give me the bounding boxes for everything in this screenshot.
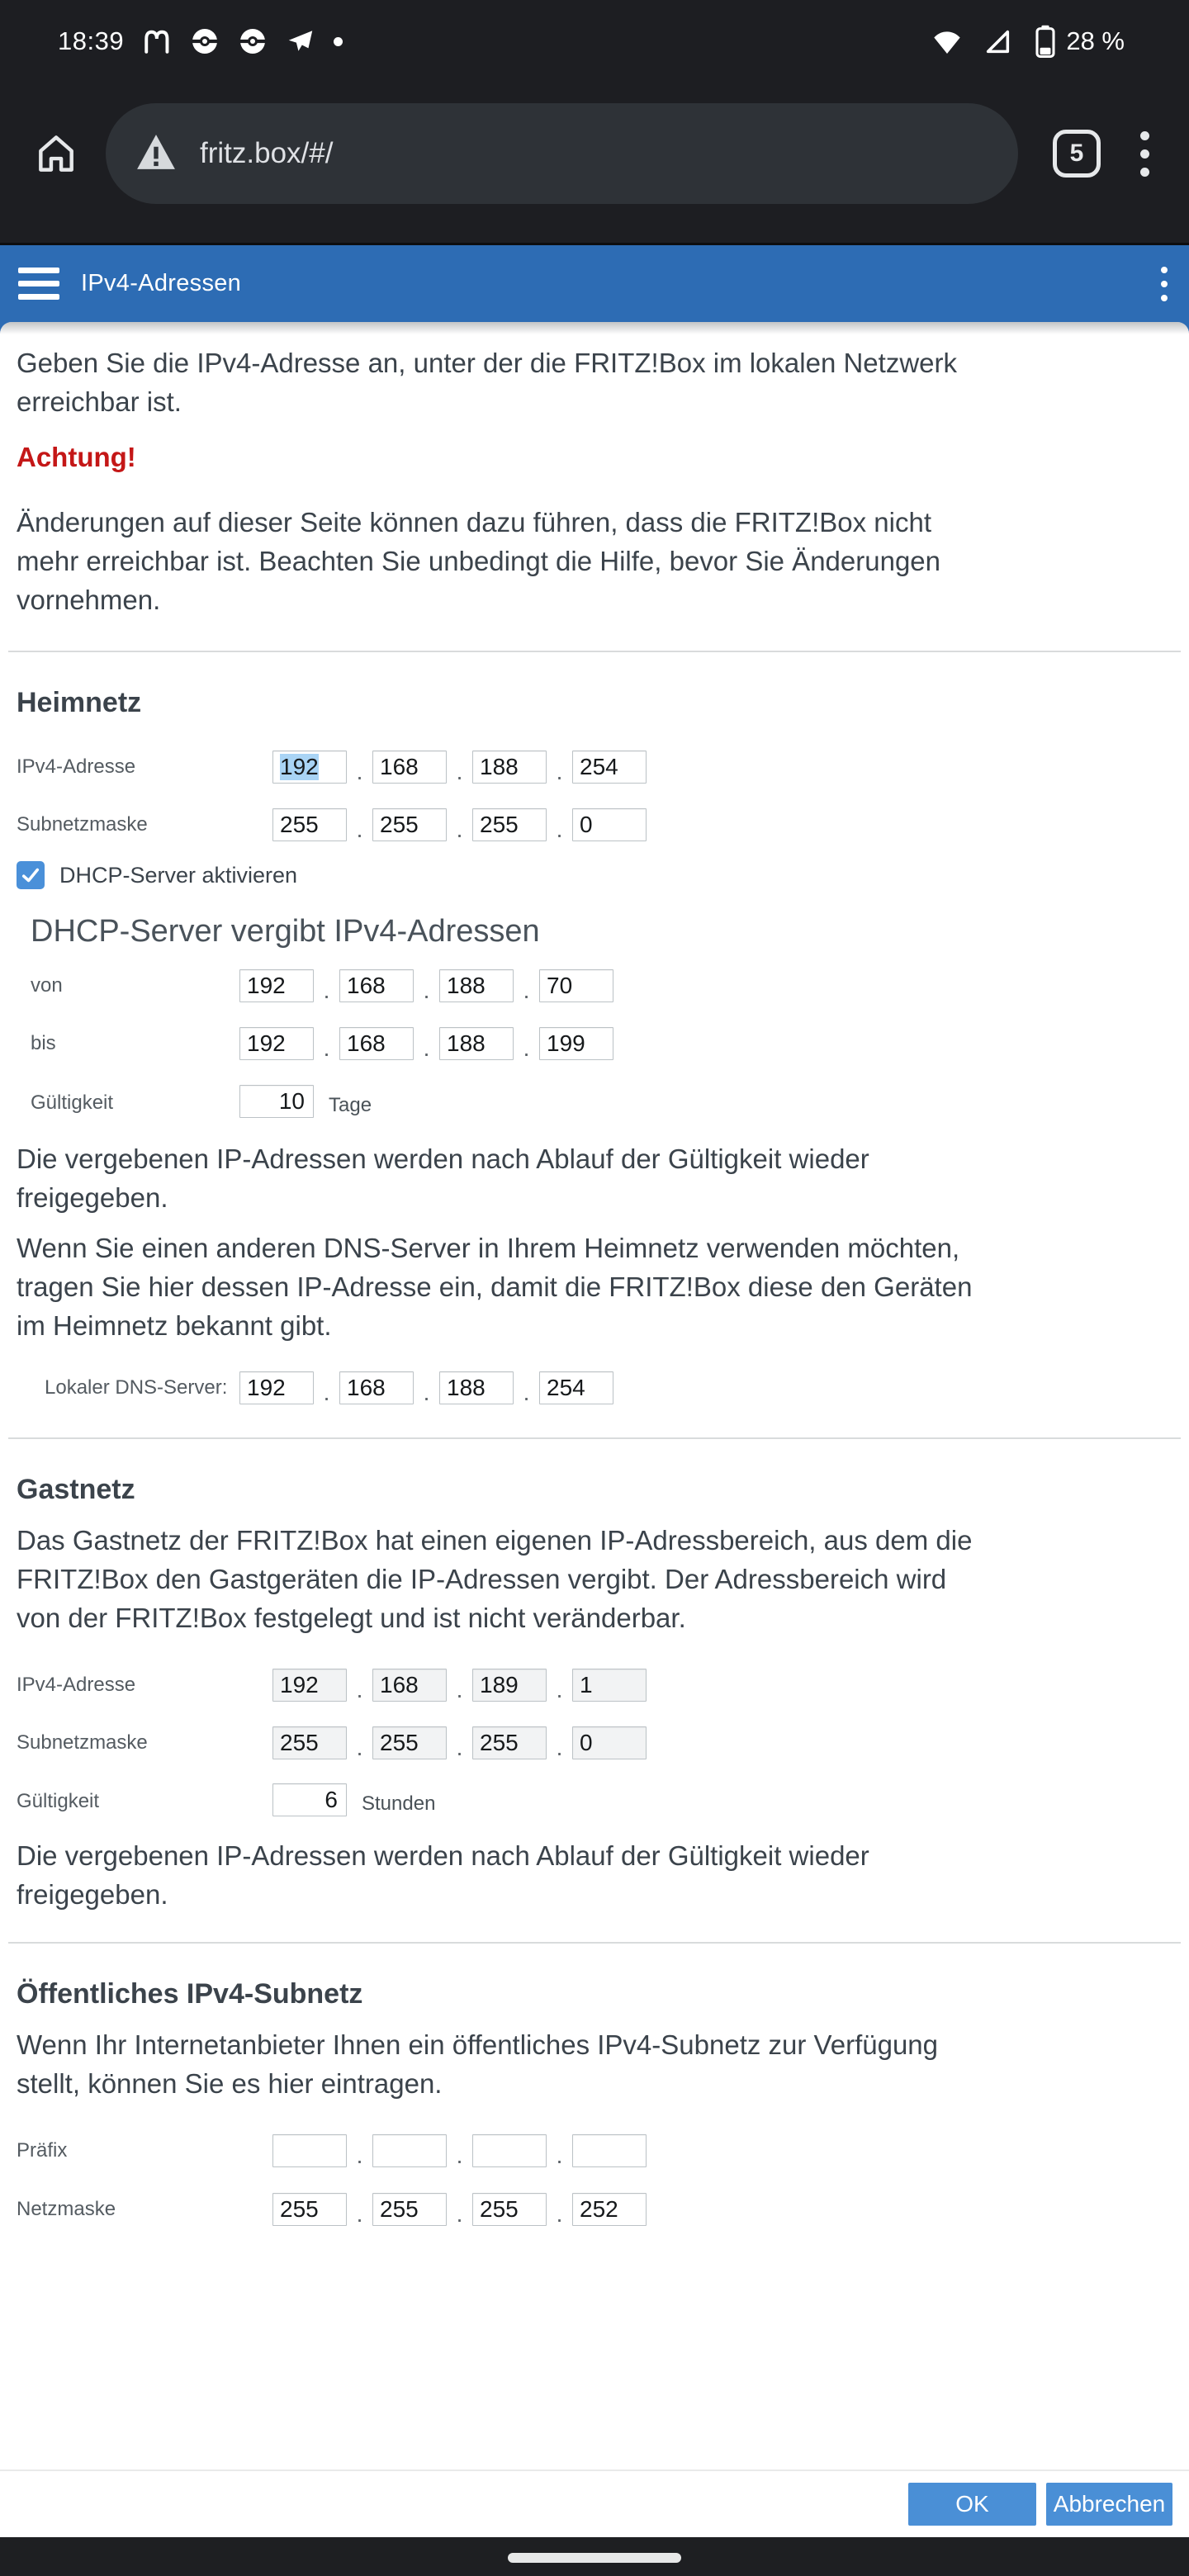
subnet-label: Subnetzmaske (17, 1731, 148, 1754)
gastnetz-description: Das Gastnetz der FRITZ!Box hat einen eigenen IP-Adressbereich, aus dem die FRITZ!Box den Gastgeräten die IP-Adressen vergibt. Der Adressbereich wird von der FRITZ!Box festgelegt und ist nicht veränderbar. (17, 1525, 973, 1633)
validity-input[interactable]: 10 (239, 1085, 314, 1118)
clock: 18:39 (58, 26, 125, 55)
prefix-octet4-input[interactable] (572, 2134, 647, 2167)
pokeball-notification-icon (190, 26, 220, 56)
dhcp-checkbox-label[interactable]: DHCP-Server aktivieren (59, 862, 298, 888)
warning-text: Änderungen auf dieser Seite können dazu führen, dass die FRITZ!Box nicht mehr erreichbar ist. Beachten Sie unbedingt die Hilfe, bevor Sie Änderungen vornehmen. (17, 507, 941, 615)
dhcp-validity-row (31, 1085, 1172, 1118)
from-octet3-input[interactable]: 188 (439, 969, 514, 1002)
security-warning-icon (135, 133, 177, 175)
netmask-octet1-input[interactable]: 255 (272, 2193, 347, 2226)
ipv4-label: IPv4-Adresse (17, 755, 136, 778)
ip-separator: . (456, 2201, 463, 2227)
ip-separator: . (556, 2143, 563, 2168)
ip-separator: . (523, 1035, 530, 1061)
ip-separator: . (356, 759, 363, 784)
ip-separator: . (556, 817, 563, 842)
prefix-octet2-input[interactable] (372, 2134, 447, 2167)
intro-text: Geben Sie die IPv4-Adresse an, unter der die FRITZ!Box im lokalen Netzwerk erreichbar ist. (17, 348, 957, 417)
from-octet1-input[interactable]: 192 (239, 969, 314, 1002)
ipv4-octet4-input[interactable]: 254 (572, 751, 647, 784)
dns-label: Lokaler DNS-Server: (45, 1376, 228, 1399)
hamburger-menu-icon[interactable] (18, 268, 59, 300)
ip-separator: . (456, 817, 463, 842)
warning-title: Achtung! (17, 442, 136, 472)
guest-ipv4-octet4-input: 1 (572, 1669, 647, 1702)
tab-switcher-button[interactable] (1053, 130, 1101, 178)
ok-button[interactable]: OK (908, 2483, 1036, 2526)
netmask-octet3-input[interactable]: 255 (472, 2193, 547, 2226)
content-background (0, 322, 1189, 2469)
subnet-octet3-input[interactable]: 255 (472, 808, 547, 841)
page-menu-button[interactable] (1161, 267, 1168, 301)
heimnetz-subnet-row (17, 807, 1172, 843)
subnetz-description: Wenn Ihr Internetanbieter Ihnen ein öffentliches IPv4-Subnetz zur Verfügung stellt, können Sie es hier eintragen. (17, 2029, 939, 2099)
prefix-octet3-input[interactable] (472, 2134, 547, 2167)
overflow-notification-dot (334, 37, 343, 46)
gastnetz-validity-row (17, 1783, 1172, 1816)
ip-separator: . (323, 978, 330, 1003)
ip-separator: . (356, 2201, 363, 2227)
home-button[interactable] (33, 129, 79, 178)
ip-separator: . (456, 1677, 463, 1702)
from-octet4-input[interactable]: 70 (539, 969, 613, 1002)
subnet-label: Subnetzmaske (17, 813, 148, 836)
dns-octet3-input[interactable]: 188 (439, 1371, 514, 1404)
dhcp-to-row (31, 1025, 1172, 1062)
browser-toolbar (0, 74, 1189, 243)
url-text: fritz.box/#/ (200, 137, 334, 169)
guest-subnet-octet2-input: 255 (372, 1726, 447, 1759)
dhcp-from-row (31, 968, 1172, 1004)
ipv4-octet2-input[interactable]: 168 (372, 751, 447, 784)
dns-octet4-input[interactable]: 254 (539, 1371, 613, 1404)
cancel-button[interactable]: Abbrechen (1046, 2483, 1172, 2526)
validity-label: Gültigkeit (31, 1091, 114, 1114)
browser-chrome (0, 0, 1189, 245)
status-bar (0, 0, 1189, 74)
guest-subnet-octet3-input: 255 (472, 1726, 547, 1759)
prefix-row (17, 2133, 1172, 2169)
dhcp-note: Die vergebenen IP-Adressen werden nach Ablauf der Gültigkeit wieder freigegeben. (17, 1144, 869, 1213)
heimnetz-ipv4-row (17, 749, 1172, 785)
prefix-label: Präfix (17, 2139, 68, 2162)
wifi-icon (931, 25, 964, 58)
netmask-octet4-input[interactable]: 252 (572, 2193, 647, 2226)
dns-server-row (45, 1370, 1172, 1406)
ip-separator: . (356, 2143, 363, 2168)
to-octet3-input[interactable]: 188 (439, 1027, 514, 1060)
netmask-octet2-input[interactable]: 255 (372, 2193, 447, 2226)
subnetz-heading: Öffentliches IPv4-Subnetz (17, 1978, 363, 2010)
gastnetz-heading: Gastnetz (17, 1474, 135, 1505)
from-label: von (31, 974, 63, 997)
dns-octet2-input[interactable]: 168 (339, 1371, 414, 1404)
home-gesture-pill[interactable] (508, 2553, 681, 2563)
ip-separator: . (356, 817, 363, 842)
cellular-signal-icon (982, 26, 1013, 57)
guest-subnet-octet4-input: 0 (572, 1726, 647, 1759)
subnet-octet4-input[interactable]: 0 (572, 808, 647, 841)
dhcp-subheading: DHCP-Server vergibt IPv4-Adressen (31, 914, 540, 949)
section-divider (8, 651, 1181, 652)
battery-percent: 28 % (1066, 26, 1125, 55)
ip-separator: . (456, 759, 463, 784)
from-octet2-input[interactable]: 168 (339, 969, 414, 1002)
to-octet2-input[interactable]: 168 (339, 1027, 414, 1060)
subnet-octet2-input[interactable]: 255 (372, 808, 447, 841)
form-footer (0, 2469, 1189, 2537)
dhcp-checkbox[interactable] (17, 861, 45, 889)
guest-ipv4-octet1-input: 192 (272, 1669, 347, 1702)
ip-separator: . (523, 978, 530, 1003)
validity-unit: Tage (329, 1094, 372, 1116)
fritzbox-app-bar (0, 245, 1189, 322)
ip-separator: . (456, 1735, 463, 1760)
telegram-notification-icon (286, 26, 315, 56)
ipv4-label: IPv4-Adresse (17, 1674, 136, 1696)
gastnetz-ipv4-row (17, 1667, 1172, 1703)
prefix-octet1-input[interactable] (272, 2134, 347, 2167)
ip-separator: . (323, 1380, 330, 1405)
to-label: bis (31, 1032, 56, 1054)
system-navigation-bar (0, 2537, 1189, 2576)
guest-subnet-octet1-input: 255 (272, 1726, 347, 1759)
validity-unit: Stunden (362, 1792, 436, 1815)
gastnetz-note: Die vergebenen IP-Adressen werden nach Ablauf der Gültigkeit wieder freigegeben. (17, 1840, 869, 1910)
ip-separator: . (423, 1035, 430, 1061)
ip-separator: . (556, 1735, 563, 1760)
netmask-row (17, 2191, 1172, 2228)
ip-separator: . (556, 2201, 563, 2227)
ip-separator: . (423, 1380, 430, 1405)
guest-ipv4-octet3-input: 189 (472, 1669, 547, 1702)
guest-validity-input[interactable]: 6 (272, 1783, 347, 1816)
dns-note: Wenn Sie einen anderen DNS-Server in Ihrem Heimnetz verwenden möchten, tragen Sie hier dessen IP-Adresse ein, damit die FRITZ!Box diese den Geräten im Heimnetz bekannt gibt. (17, 1233, 973, 1341)
netmask-label: Netzmaske (17, 2198, 116, 2220)
ipv4-octet1-input[interactable]: 192 (272, 751, 347, 784)
mcdonalds-notification-icon (142, 26, 172, 56)
settings-page[interactable] (0, 322, 1189, 2469)
ip-separator: . (323, 1035, 330, 1061)
dhcp-checkbox-row (17, 861, 1172, 889)
tab-count: 5 (1069, 140, 1084, 167)
heimnetz-heading: Heimnetz (17, 687, 142, 718)
ip-separator: . (456, 2143, 463, 2168)
pokeball-notification-icon (238, 26, 268, 56)
page-title: IPv4-Adressen (81, 270, 242, 296)
url-bar[interactable] (106, 103, 1018, 204)
to-octet4-input[interactable]: 199 (539, 1027, 613, 1060)
battery-icon (1031, 25, 1059, 58)
dns-octet1-input[interactable]: 192 (239, 1371, 314, 1404)
browser-menu-button[interactable] (1140, 131, 1149, 177)
ip-separator: . (356, 1735, 363, 1760)
ip-separator: . (523, 1380, 530, 1405)
ip-separator: . (356, 1677, 363, 1702)
subnet-octet1-input[interactable]: 255 (272, 808, 347, 841)
validity-label: Gültigkeit (17, 1790, 100, 1812)
ip-separator: . (556, 1677, 563, 1702)
ipv4-octet3-input[interactable]: 188 (472, 751, 547, 784)
section-divider (8, 1437, 1181, 1439)
ip-separator: . (423, 978, 430, 1003)
section-divider (8, 1942, 1181, 1944)
gastnetz-subnet-row (17, 1725, 1172, 1761)
to-octet1-input[interactable]: 192 (239, 1027, 314, 1060)
ip-separator: . (556, 759, 563, 784)
guest-ipv4-octet2-input: 168 (372, 1669, 447, 1702)
